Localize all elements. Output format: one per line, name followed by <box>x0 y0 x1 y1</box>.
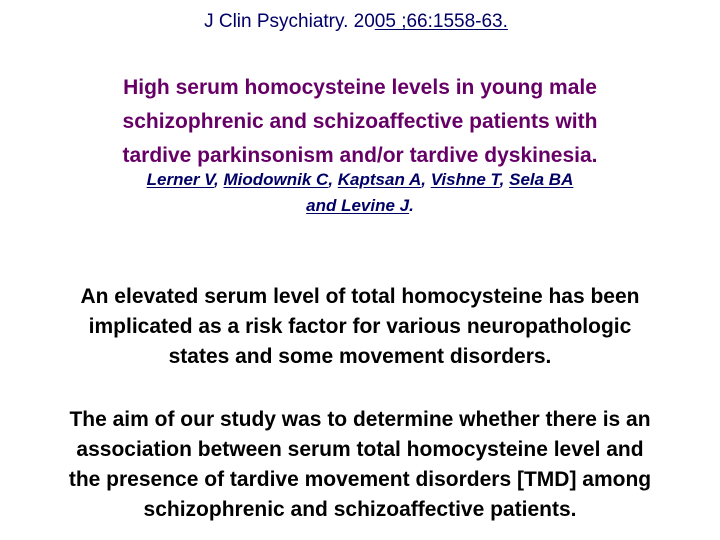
author-separator: , <box>421 170 431 189</box>
author-link[interactable]: Vishne T <box>430 170 500 189</box>
author-terminator: . <box>409 196 414 215</box>
author-row-2 <box>0 193 720 219</box>
author-list <box>0 167 720 219</box>
paragraph-line: schizophrenic and schizoaffective patients. <box>143 498 577 521</box>
article-title <box>0 71 720 173</box>
title-line-3: tardive parkinsonism and/or tardive dyskinesia. <box>122 144 598 167</box>
paragraph-line: states and some movement disorders. <box>168 345 552 368</box>
author-separator: , <box>328 170 338 189</box>
background-paragraph <box>0 282 720 372</box>
paragraph-line: association between serum total homocysteine level and <box>76 438 644 461</box>
citation-volume-link[interactable]: 05 ;66:1558-63. <box>374 11 508 32</box>
title-line-1: High serum homocysteine levels in young male <box>123 76 597 99</box>
author-separator: , <box>214 170 224 189</box>
aim-paragraph <box>0 405 720 525</box>
citation <box>0 9 720 35</box>
author-separator: , <box>499 170 510 189</box>
author-link[interactable]: Lerner V <box>146 170 215 189</box>
author-link[interactable]: Sela BA <box>509 170 574 189</box>
paragraph-line: An elevated serum level of total homocysteine has been <box>80 285 640 308</box>
paragraph-line: the presence of tardive movement disorders [TMD] among <box>68 468 652 491</box>
author-link[interactable]: Kaptsan A <box>337 170 422 189</box>
citation-journal: J Clin Psychiatry. 20 <box>204 11 375 32</box>
author-conjunction: and <box>306 196 342 215</box>
paragraph-line: The aim of our study was to determine whether there is an <box>69 408 651 431</box>
author-row-1 <box>0 167 720 193</box>
title-line-2: schizophrenic and schizoaffective patients with <box>122 110 598 133</box>
author-link[interactable]: Miodownik C <box>223 170 329 189</box>
author-link[interactable]: Levine J <box>341 196 410 215</box>
paragraph-line: implicated as a risk factor for various neuropathologic <box>88 315 632 338</box>
